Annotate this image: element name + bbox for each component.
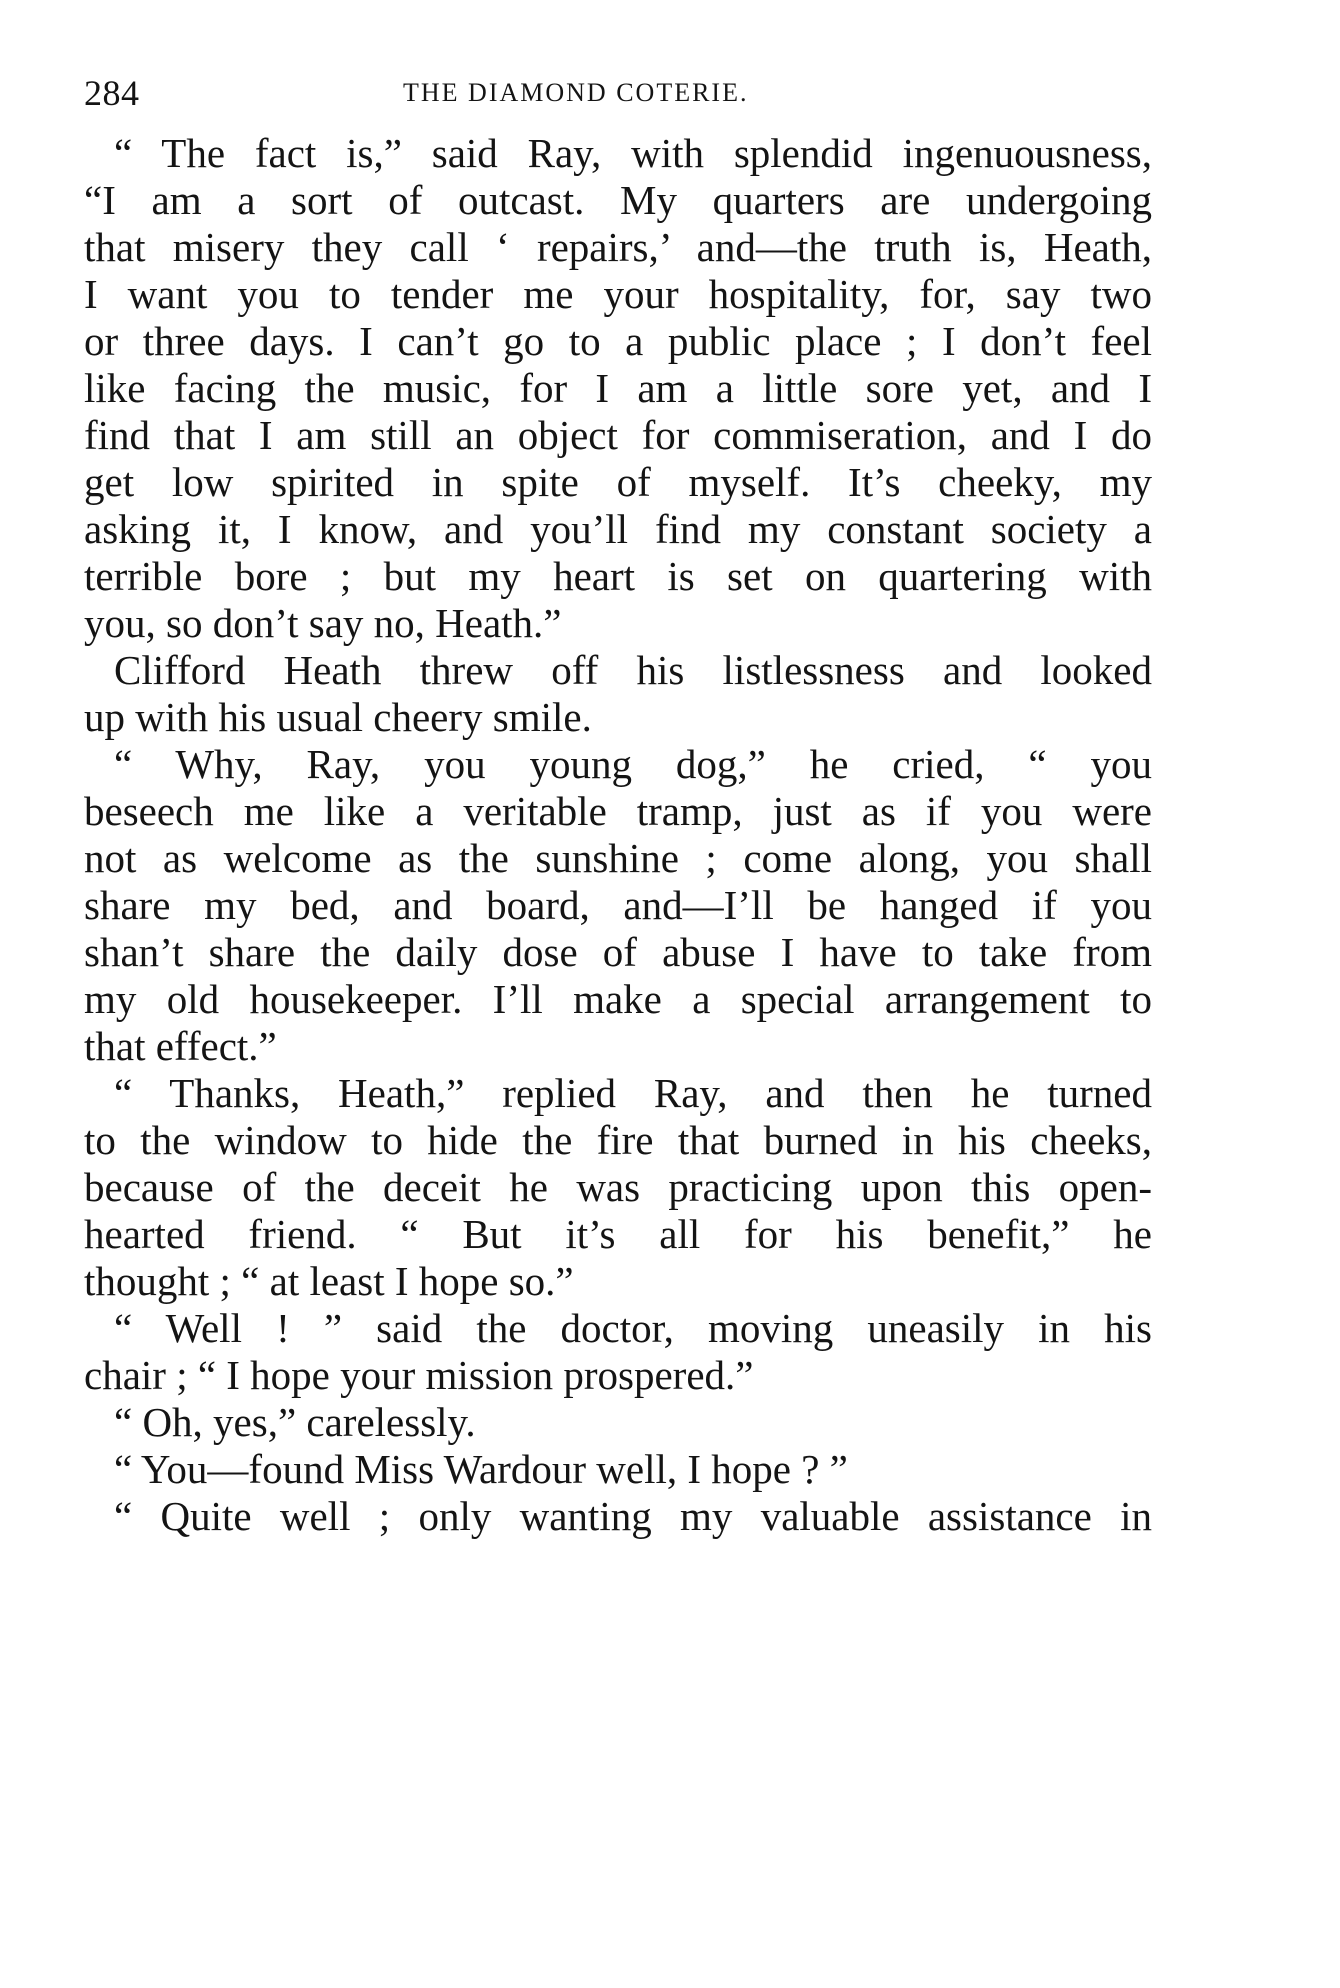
text-line: Clifford Heath threw off his listlessness and looked xyxy=(114,647,1152,693)
text-line: terrible bore ; but my heart is set on quartering with xyxy=(84,553,1152,599)
text-line: “ Oh, yes,” carelessly. xyxy=(114,1399,476,1445)
text-line: not as welcome as the sunshine ; come along, you shall xyxy=(84,835,1152,881)
text-line: you, so don’t say no, Heath.” xyxy=(84,600,562,646)
text-line: or three days. I can’t go to a public place ; I don’t feel xyxy=(84,318,1152,364)
text-line: beseech me like a veritable tramp, just as if you were xyxy=(84,788,1152,834)
text-line: that misery they call ‘ repairs,’ and—the truth is, Heath, xyxy=(84,224,1152,270)
text-line: like facing the music, for I am a little sore yet, and I xyxy=(84,365,1152,411)
text-line: share my bed, and board, and—I’ll be hanged if you xyxy=(84,882,1152,928)
text-line: shan’t share the daily dose of abuse I have to take from xyxy=(84,929,1152,975)
page-number: 284 xyxy=(84,73,140,113)
text-line: my old housekeeper. I’ll make a special arrangement to xyxy=(84,976,1152,1022)
running-title: THE DIAMOND COTERIE. xyxy=(403,78,749,107)
text-line: thought ; “ at least I hope so.” xyxy=(84,1258,574,1304)
text-line: I want you to tender me your hospitality, for, say two xyxy=(84,271,1152,317)
text-line: chair ; “ I hope your mission prospered.” xyxy=(84,1352,754,1398)
text-line: to the window to hide the fire that burned in his cheeks, xyxy=(84,1117,1152,1163)
text-line: “ Quite well ; only wanting my valuable assistance in xyxy=(114,1493,1152,1539)
text-line: get low spirited in spite of myself. It’s cheeky, my xyxy=(84,459,1152,505)
text-line: “I am a sort of outcast. My quarters are undergoing xyxy=(84,177,1152,223)
text-line: “ The fact is,” said Ray, with splendid ingenuousness, xyxy=(114,130,1152,176)
text-line: “ Thanks, Heath,” replied Ray, and then he turned xyxy=(114,1070,1152,1116)
text-line: “ Why, Ray, you young dog,” he cried, “ you xyxy=(114,741,1152,787)
text-line: “ Well ! ” said the doctor, moving uneasily in his xyxy=(114,1305,1152,1351)
text-line: because of the deceit he was practicing upon this open- xyxy=(84,1164,1152,1210)
text-line: up with his usual cheery smile. xyxy=(84,694,592,740)
text-line: asking it, I know, and you’ll find my constant society a xyxy=(84,506,1152,552)
page-header xyxy=(84,72,1152,120)
text-line: that effect.” xyxy=(84,1023,277,1069)
text-line: hearted friend. “ But it’s all for his benefit,” he xyxy=(84,1211,1152,1257)
text-line: “ You—found Miss Wardour well, I hope ? ” xyxy=(114,1446,848,1492)
text-line: find that I am still an object for commiseration, and I do xyxy=(84,412,1152,458)
